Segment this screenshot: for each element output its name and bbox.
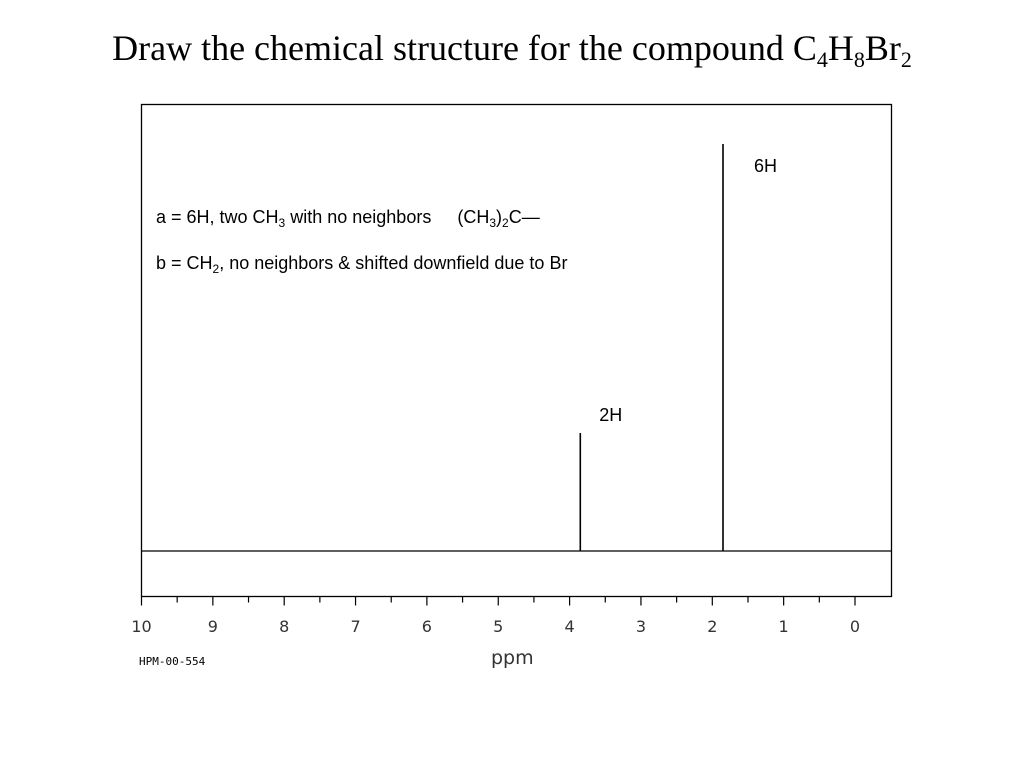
peaks bbox=[580, 144, 723, 551]
x-tick-label: 6 bbox=[421, 617, 432, 636]
x-axis-title: ppm bbox=[491, 647, 534, 669]
x-tick-label: 3 bbox=[635, 617, 647, 636]
x-tick-label: 9 bbox=[207, 617, 218, 636]
peak-label: 2H bbox=[599, 404, 623, 425]
x-tick-label: 5 bbox=[493, 617, 504, 636]
assignment-note-a: a = 6H, two $CH_3$ with no neighbors $(CH_3)_2C—$ bbox=[156, 207, 540, 230]
slide-title: Draw the chemical structure for the compound $C_4H_8Br_2$ bbox=[112, 28, 912, 72]
x-tick-label: 8 bbox=[279, 617, 290, 636]
x-axis-tick-labels bbox=[131, 617, 860, 636]
x-tick-label: 2 bbox=[707, 617, 718, 636]
x-tick-label: 4 bbox=[564, 617, 575, 636]
plot-frame bbox=[142, 105, 892, 597]
assignment-note-b: $b = CH_2$, no neighbors & shifted downfield due to Br bbox=[156, 253, 568, 276]
x-tick-label: 7 bbox=[350, 617, 361, 636]
plot-code: HPM-00-554 bbox=[139, 655, 206, 668]
x-tick-label: 10 bbox=[131, 617, 152, 636]
x-tick-label: 0 bbox=[849, 617, 861, 636]
x-tick-label: 1 bbox=[778, 617, 789, 636]
peak-label: 6H bbox=[754, 156, 778, 176]
x-axis-ticks bbox=[142, 597, 856, 606]
